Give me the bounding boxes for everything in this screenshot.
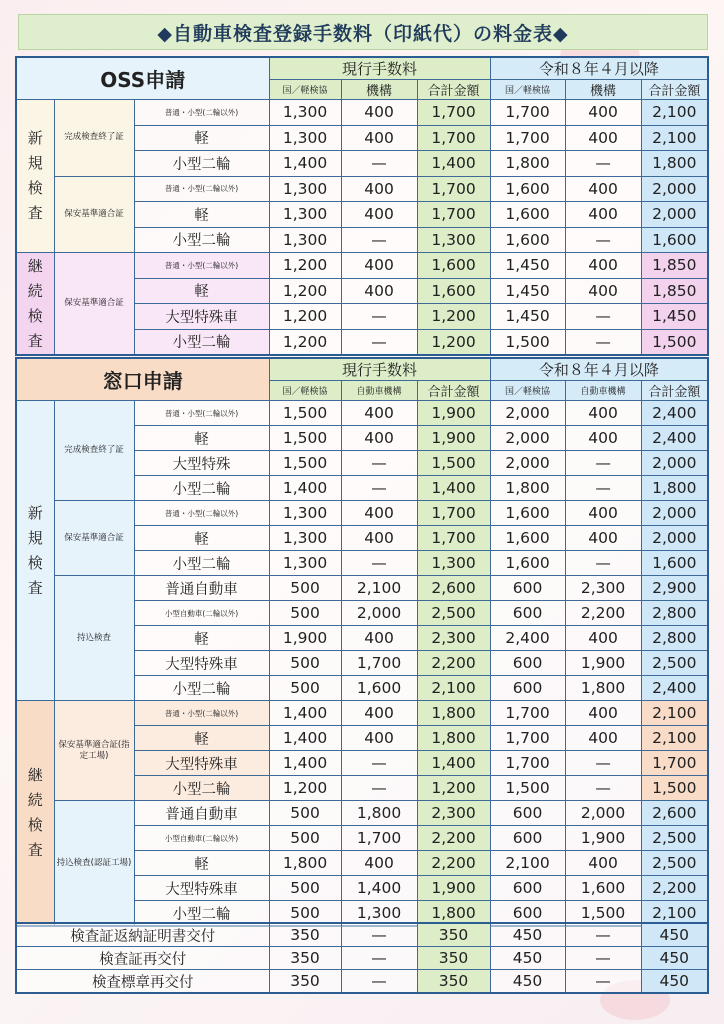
fee-value: 1,700 — [490, 726, 565, 751]
fee-value: 2,600 — [641, 801, 708, 826]
fee-value: 1,900 — [417, 876, 490, 901]
fee-value: 350 — [417, 970, 490, 994]
fee-value: 600 — [490, 576, 565, 601]
fee-value: 400 — [565, 253, 641, 279]
sub-mochikomi-nintei: 持込検査(認証工場) — [54, 801, 134, 927]
fee-value: 400 — [341, 701, 417, 726]
sub-hoan: 保安基準適合証 — [54, 501, 134, 576]
header-col: 合計金額 — [641, 80, 708, 100]
fee-value: — — [341, 776, 417, 801]
fee-value: 500 — [269, 826, 341, 851]
fee-value: — — [341, 451, 417, 476]
fee-value: — — [565, 923, 641, 947]
fee-value: — — [565, 151, 641, 177]
header-col: 合計金額 — [641, 381, 708, 401]
fee-value: — — [565, 329, 641, 355]
fee-value: 600 — [490, 801, 565, 826]
fee-value: 1,450 — [490, 304, 565, 330]
fee-value: 1,700 — [417, 202, 490, 228]
fee-value: 400 — [341, 176, 417, 202]
fee-value: 2,100 — [641, 100, 708, 126]
oss-fee-table — [15, 56, 709, 356]
fee-value: 1,500 — [269, 401, 341, 426]
fee-value: 2,800 — [641, 626, 708, 651]
fee-value: 1,300 — [269, 100, 341, 126]
fee-value: 1,300 — [269, 176, 341, 202]
fee-value: 500 — [269, 651, 341, 676]
fee-value: 1,500 — [641, 329, 708, 355]
fee-value: 400 — [565, 278, 641, 304]
fee-value: 2,100 — [417, 676, 490, 701]
fee-value: 1,400 — [269, 726, 341, 751]
fee-value: 1,900 — [565, 651, 641, 676]
fee-value: 1,900 — [417, 401, 490, 426]
fee-value: 1,600 — [641, 227, 708, 253]
section-label: OSS申請 — [16, 57, 269, 100]
fee-value: 1,300 — [269, 501, 341, 526]
vehicle-type: 軽 — [134, 278, 269, 304]
vehicle-type: 小型自動車(二輪以外) — [134, 826, 269, 851]
fee-value: 600 — [490, 826, 565, 851]
fee-value: 400 — [341, 401, 417, 426]
fee-value: 500 — [269, 576, 341, 601]
vehicle-type: 普通・小型(二輪以外) — [134, 701, 269, 726]
fee-value: 1,500 — [269, 451, 341, 476]
fee-value: 1,800 — [269, 851, 341, 876]
fee-value: 2,000 — [641, 451, 708, 476]
fee-value: 1,500 — [565, 901, 641, 927]
fee-value: 2,500 — [641, 826, 708, 851]
fee-value: 600 — [490, 876, 565, 901]
fee-value: 1,450 — [641, 304, 708, 330]
fee-value: 400 — [565, 626, 641, 651]
service-label: 検査標章再交付 — [16, 970, 269, 994]
fee-value: 1,800 — [641, 151, 708, 177]
fee-value: — — [341, 551, 417, 576]
fee-value: 1,500 — [490, 776, 565, 801]
vehicle-type: 軽 — [134, 726, 269, 751]
fee-value: 2,100 — [641, 726, 708, 751]
service-label: 検査証返納証明書交付 — [16, 923, 269, 947]
fee-value: 400 — [565, 701, 641, 726]
group-shinki: 新 規 検 査 — [16, 401, 54, 701]
vehicle-type: 軽 — [134, 526, 269, 551]
fee-value: 400 — [341, 100, 417, 126]
fee-value: 2,300 — [417, 626, 490, 651]
fee-value: 450 — [641, 970, 708, 994]
fee-value: 1,700 — [417, 125, 490, 151]
fee-value: 2,100 — [641, 901, 708, 927]
fee-value: 500 — [269, 601, 341, 626]
fee-value: 450 — [641, 947, 708, 970]
fee-value: 2,000 — [641, 501, 708, 526]
fee-value: — — [565, 227, 641, 253]
fee-value: 400 — [341, 501, 417, 526]
fee-value: 600 — [490, 651, 565, 676]
fee-value: 1,600 — [565, 876, 641, 901]
fee-value: 1,700 — [417, 100, 490, 126]
fee-value: 500 — [269, 876, 341, 901]
header-col: 国／軽検協 — [269, 381, 341, 401]
fee-value: 1,800 — [490, 151, 565, 177]
fee-value: 1,900 — [269, 626, 341, 651]
fee-value: — — [565, 476, 641, 501]
fee-value: 1,300 — [269, 125, 341, 151]
fee-value: 2,000 — [490, 426, 565, 451]
fee-value: 1,400 — [269, 151, 341, 177]
fee-value: 2,000 — [641, 176, 708, 202]
fee-value: 1,300 — [417, 227, 490, 253]
fee-value: 1,850 — [641, 278, 708, 304]
fee-value: 400 — [565, 401, 641, 426]
fee-value: 1,600 — [641, 551, 708, 576]
fee-value: 1,700 — [490, 100, 565, 126]
vehicle-type: 普通・小型(二輪以外) — [134, 501, 269, 526]
fee-value: 400 — [341, 202, 417, 228]
fee-value: 1,200 — [417, 776, 490, 801]
fee-value: 400 — [565, 851, 641, 876]
fee-value: 1,700 — [341, 651, 417, 676]
fee-value: 1,200 — [269, 329, 341, 355]
fee-value: — — [565, 451, 641, 476]
fee-value: 2,000 — [641, 202, 708, 228]
fee-value: — — [341, 947, 417, 970]
fee-value: 350 — [417, 947, 490, 970]
fee-value: 400 — [341, 851, 417, 876]
fee-value: 2,500 — [641, 651, 708, 676]
sub-mochikomi: 持込検査 — [54, 576, 134, 701]
fee-value: 1,800 — [490, 476, 565, 501]
vehicle-type: 普通・小型(二輪以外) — [134, 100, 269, 126]
section-label: 窓口申請 — [16, 358, 269, 401]
table-row — [16, 253, 708, 279]
sub-kansei: 完成検査終了証 — [54, 100, 134, 177]
fee-value: — — [341, 923, 417, 947]
fee-value: 2,400 — [490, 626, 565, 651]
fee-value: 2,200 — [417, 826, 490, 851]
fee-value: 1,800 — [417, 701, 490, 726]
table-row — [16, 923, 708, 947]
fee-value: 350 — [269, 947, 341, 970]
vehicle-type: 普通・小型(二輪以外) — [134, 401, 269, 426]
fee-value: 450 — [490, 947, 565, 970]
header-col: 国／軽検協 — [269, 80, 341, 100]
fee-value: 1,600 — [490, 176, 565, 202]
vehicle-type: 軽 — [134, 626, 269, 651]
fee-value: 1,700 — [417, 526, 490, 551]
fee-value: 600 — [490, 901, 565, 927]
sub-hoan-shitei: 保安基準適合証(指定工場) — [54, 701, 134, 801]
page-title — [18, 14, 708, 50]
fee-value: 2,000 — [490, 451, 565, 476]
fee-value: — — [341, 751, 417, 776]
fee-value: 1,300 — [417, 551, 490, 576]
fee-value: 1,400 — [269, 701, 341, 726]
vehicle-type: 普通自動車 — [134, 576, 269, 601]
fee-value: 400 — [341, 526, 417, 551]
header-current: 現行手数料 — [269, 57, 490, 80]
fee-value: — — [565, 970, 641, 994]
fee-value: 1,200 — [269, 304, 341, 330]
sub-hoan: 保安基準適合証 — [54, 176, 134, 253]
fee-value: 1,300 — [269, 227, 341, 253]
group-shinki: 新 規 検 査 — [16, 100, 54, 253]
vehicle-type: 普通・小型(二輪以外) — [134, 253, 269, 279]
header-col: 国／軽検協 — [490, 381, 565, 401]
fee-value: 1,700 — [341, 826, 417, 851]
table-row — [16, 401, 708, 426]
vehicle-type: 大型特殊車 — [134, 751, 269, 776]
fee-value: 1,300 — [341, 901, 417, 927]
fee-value: 450 — [490, 970, 565, 994]
fee-value: 350 — [269, 923, 341, 947]
fee-value: 400 — [341, 626, 417, 651]
vehicle-type: 軽 — [134, 202, 269, 228]
fee-value: 1,450 — [490, 278, 565, 304]
fee-value: 1,800 — [417, 901, 490, 927]
vehicle-type: 大型特殊 — [134, 451, 269, 476]
fee-value: 400 — [565, 202, 641, 228]
fee-value: 2,000 — [565, 801, 641, 826]
table-row — [16, 176, 708, 202]
fee-value: 2,100 — [490, 851, 565, 876]
fee-value: 2,100 — [641, 125, 708, 151]
fee-value: 1,400 — [269, 476, 341, 501]
fee-value: 2,400 — [641, 676, 708, 701]
fee-value: 450 — [641, 923, 708, 947]
fee-value: — — [565, 776, 641, 801]
group-keizoku: 継 続 検 査 — [16, 253, 54, 356]
fee-value: 2,200 — [417, 851, 490, 876]
table-row — [16, 947, 708, 970]
vehicle-type: 軽 — [134, 426, 269, 451]
fee-value: 500 — [269, 801, 341, 826]
fee-value: 1,700 — [490, 701, 565, 726]
fee-value: — — [341, 476, 417, 501]
fee-value: 1,600 — [417, 278, 490, 304]
table-row — [16, 100, 708, 126]
vehicle-type: 小型二輪 — [134, 901, 269, 927]
fee-value: 1,300 — [269, 202, 341, 228]
vehicle-type: 小型二輪 — [134, 676, 269, 701]
vehicle-type: 軽 — [134, 851, 269, 876]
vehicle-type: 小型二輪 — [134, 151, 269, 177]
fee-value: 1,700 — [417, 176, 490, 202]
vehicle-type: 小型二輪 — [134, 551, 269, 576]
fee-value: — — [565, 947, 641, 970]
fee-value: 2,000 — [341, 601, 417, 626]
fee-value: 1,200 — [417, 304, 490, 330]
fee-value: 350 — [417, 923, 490, 947]
fee-value: 500 — [269, 676, 341, 701]
vehicle-type: 小型二輪 — [134, 329, 269, 355]
fee-value: — — [341, 970, 417, 994]
fee-value: 1,600 — [490, 227, 565, 253]
fee-value: 1,200 — [269, 776, 341, 801]
fee-value: 2,300 — [565, 576, 641, 601]
fee-value: 2,500 — [641, 851, 708, 876]
table-row — [16, 801, 708, 826]
fee-value: 2,400 — [641, 426, 708, 451]
header-future: 令和８年４月以降 — [490, 358, 708, 381]
fee-value: 1,600 — [490, 202, 565, 228]
fee-value: — — [565, 751, 641, 776]
fee-value: 450 — [490, 923, 565, 947]
header-future: 令和８年４月以降 — [490, 57, 708, 80]
fee-value: 2,400 — [641, 401, 708, 426]
fee-value: 1,400 — [417, 751, 490, 776]
fee-value: 400 — [565, 176, 641, 202]
fee-value: 1,700 — [641, 751, 708, 776]
fee-value: 1,400 — [341, 876, 417, 901]
fee-value: 400 — [565, 426, 641, 451]
fee-value: 500 — [269, 901, 341, 927]
sub-kansei: 完成検査終了証 — [54, 401, 134, 501]
fee-value: 2,100 — [341, 576, 417, 601]
fee-value: 1,700 — [490, 125, 565, 151]
fee-value: 400 — [565, 526, 641, 551]
fee-value: 2,600 — [417, 576, 490, 601]
fee-value: 2,800 — [641, 601, 708, 626]
fee-value: 2,200 — [641, 876, 708, 901]
fee-value: 600 — [490, 601, 565, 626]
fee-value: 1,400 — [417, 151, 490, 177]
vehicle-type: 軽 — [134, 125, 269, 151]
fee-value: — — [565, 304, 641, 330]
fee-value: 1,500 — [490, 329, 565, 355]
header-col: 自動車機構 — [341, 381, 417, 401]
fee-value: 1,400 — [269, 751, 341, 776]
fee-value: 2,300 — [417, 801, 490, 826]
fee-value: 400 — [341, 125, 417, 151]
fee-value: 2,200 — [417, 651, 490, 676]
fee-value: 2,900 — [641, 576, 708, 601]
header-col: 機構 — [565, 80, 641, 100]
fee-value: 2,000 — [641, 526, 708, 551]
vehicle-type: 小型二輪 — [134, 227, 269, 253]
fee-value: — — [341, 227, 417, 253]
other-fee-table — [15, 922, 709, 994]
fee-value: 2,000 — [490, 401, 565, 426]
fee-value: 1,800 — [341, 801, 417, 826]
fee-value: 600 — [490, 676, 565, 701]
fee-value: 1,600 — [341, 676, 417, 701]
fee-value: 400 — [565, 501, 641, 526]
header-col: 機構 — [341, 80, 417, 100]
fee-value: 1,700 — [490, 751, 565, 776]
fee-value: 1,800 — [565, 676, 641, 701]
fee-value: 1,400 — [417, 476, 490, 501]
sub-hoan: 保安基準適合証 — [54, 253, 134, 356]
fee-value: 1,850 — [641, 253, 708, 279]
fee-value: 1,900 — [417, 426, 490, 451]
header-col: 自動車機構 — [565, 381, 641, 401]
vehicle-type: 大型特殊車 — [134, 651, 269, 676]
fee-value: 1,200 — [269, 253, 341, 279]
group-keizoku: 継 続 検 査 — [16, 701, 54, 927]
table-row — [16, 501, 708, 526]
header-current: 現行手数料 — [269, 358, 490, 381]
fee-value: — — [341, 151, 417, 177]
table-row — [16, 970, 708, 994]
fee-value: 400 — [341, 726, 417, 751]
vehicle-type: 大型特殊車 — [134, 876, 269, 901]
vehicle-type: 普通自動車 — [134, 801, 269, 826]
fee-value: 1,500 — [269, 426, 341, 451]
fee-value: 1,300 — [269, 551, 341, 576]
fee-value: 2,100 — [641, 701, 708, 726]
vehicle-type: 大型特殊車 — [134, 304, 269, 330]
fee-value: 400 — [341, 426, 417, 451]
fee-value: 1,450 — [490, 253, 565, 279]
vehicle-type: 普通・小型(二輪以外) — [134, 176, 269, 202]
fee-value: 1,500 — [641, 776, 708, 801]
header-col: 合計金額 — [417, 381, 490, 401]
fee-value: 1,600 — [417, 253, 490, 279]
fee-value: 1,600 — [490, 501, 565, 526]
fee-value: 2,200 — [565, 601, 641, 626]
vehicle-type: 小型二輪 — [134, 476, 269, 501]
fee-value: 1,300 — [269, 526, 341, 551]
header-col: 合計金額 — [417, 80, 490, 100]
fee-value: 400 — [341, 278, 417, 304]
fee-value: — — [341, 329, 417, 355]
fee-value: 400 — [341, 253, 417, 279]
service-label: 検査証再交付 — [16, 947, 269, 970]
fee-value: 1,200 — [269, 278, 341, 304]
table-row — [16, 701, 708, 726]
fee-value: 2,500 — [417, 601, 490, 626]
fee-value: 400 — [565, 125, 641, 151]
fee-value: 400 — [565, 726, 641, 751]
fee-value: 350 — [269, 970, 341, 994]
fee-value: 400 — [565, 100, 641, 126]
fee-value: 1,800 — [641, 476, 708, 501]
vehicle-type: 小型二輪 — [134, 776, 269, 801]
table-row — [16, 576, 708, 601]
fee-value: — — [341, 304, 417, 330]
page-title-text: ◆自動車検査登録手数料（印紙代）の料金表◆ — [157, 22, 569, 45]
fee-value: 1,700 — [417, 501, 490, 526]
vehicle-type: 小型自動車(二輪以外) — [134, 601, 269, 626]
window-fee-table — [15, 357, 709, 927]
fee-value: — — [565, 551, 641, 576]
header-col: 国／軽検協 — [490, 80, 565, 100]
fee-value: 1,600 — [490, 551, 565, 576]
fee-value: 1,900 — [565, 826, 641, 851]
fee-value: 1,600 — [490, 526, 565, 551]
fee-value: 1,800 — [417, 726, 490, 751]
fee-value: 1,500 — [417, 451, 490, 476]
fee-value: 1,200 — [417, 329, 490, 355]
